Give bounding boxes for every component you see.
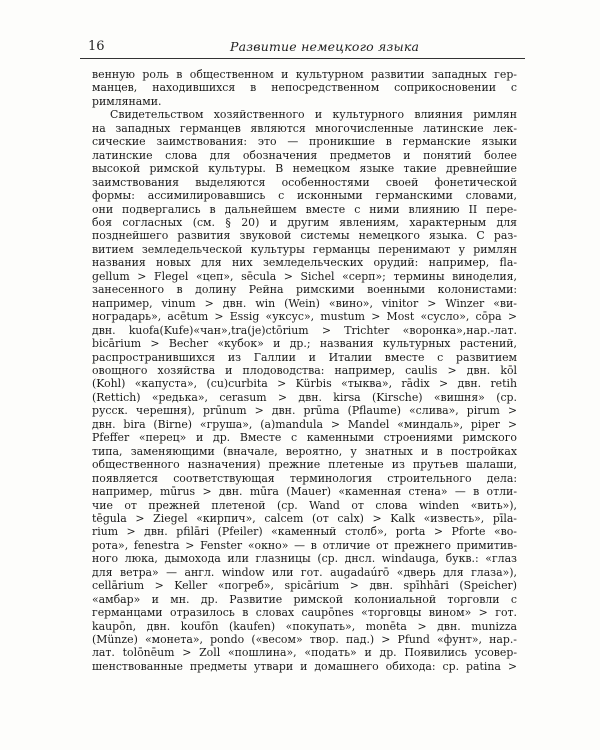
text-line: германцами отразилось в словах caupōnes «торговцы вином» > гот. bbox=[92, 606, 517, 620]
text-line: на западных германцев являются многочисленные латинские лек- bbox=[92, 121, 517, 135]
text-line: kaupōn, двн. koufōn (kaufen) «покупать», monēta > двн. munizza bbox=[92, 619, 517, 633]
text-line: формы: ассимилировавшись с исконными германскими словами, bbox=[92, 189, 517, 203]
text-line: венную роль в общественном и культурном развитии западных гер- bbox=[92, 68, 517, 81]
text-line: лат. tolōnēum > Zoll «пошлина», «подать» и др. Появились усовер- bbox=[92, 646, 517, 660]
text-line: боя согласных (см. § 20) и другим явлениям, характерным для bbox=[92, 215, 517, 229]
text-line: «амбар» и мн. др. Развитие римской колониальной торговли с bbox=[92, 592, 517, 606]
text-line: манцев, находившихся в непосредственном соприкосновении с bbox=[92, 81, 517, 95]
text-line: ного люка, дымохода или глазницы (ср. днсл. windauga, букв.: «глаз bbox=[92, 552, 517, 566]
text-line: шенствованные предметы утвари и домашнего обихода: ср. patina > bbox=[92, 659, 517, 673]
text-line: двн. kuofa(Kufe)«чан»,tra(je)ctōrium > Trichter «воронка»,нар.-лат. bbox=[92, 323, 517, 337]
text-line: позднейшего развития звуковой системы немецкого языка. С раз- bbox=[92, 229, 517, 243]
text-line: рота», fenestra > Fenster «окно» — в отличие от прежнего примитив- bbox=[92, 538, 517, 552]
text-line: появляется соответствующая терминология строительного дела: bbox=[92, 471, 517, 485]
text-line: gellum > Flegel «цеп», sēcula > Sichel «серп»; термины виноделия, bbox=[92, 269, 517, 283]
running-title: Развитие немецкого языка bbox=[230, 39, 420, 54]
text-line: tēgula > Ziegel «кирпич», calcem (от calx) > Kalk «известь», pīla- bbox=[92, 511, 517, 525]
text-line: Pfeffer «перец» и др. Вместе с каменными строениями римского bbox=[92, 431, 517, 445]
text-line: чие от прежней плетеной (ср. Wand от слова winden «вить»), bbox=[92, 498, 517, 512]
text-line: например, vinum > двн. win (Wein) «вино», vinitor > Winzer «ви- bbox=[92, 296, 517, 310]
text-line: римлянами. bbox=[92, 94, 162, 108]
page-number: 16 bbox=[88, 39, 105, 54]
text-line: Свидетельством хозяйственного и культурного влияния римлян bbox=[110, 108, 517, 122]
text-line: витием земледельческой культуры германцы перенимают у римлян bbox=[92, 242, 517, 256]
text-line: сические заимствования: это — проникшие в германские языки bbox=[92, 135, 517, 149]
page-header bbox=[80, 36, 525, 59]
text-line: занесенного в долину Рейна римскими военными колонистами: bbox=[92, 283, 517, 297]
text-line: (Münze) «монета», pondo («весом» твор. пад.) > Pfund «фунт», нар.- bbox=[92, 633, 517, 647]
text-line: они подвергались в дальнейшем вместе с ними влиянию II пере- bbox=[92, 202, 517, 216]
text-line: названия новых для них земледельческих орудий: например, fla- bbox=[92, 256, 517, 270]
text-line: заимствования выделяются особенностями своей фонетической bbox=[92, 175, 517, 189]
text-line: распространившихся из Галлии и Италии вместе с развитием bbox=[92, 350, 517, 364]
text-line: cellārium > Keller «погреб», spicārium > двн. spīhhāri (Speicher) bbox=[92, 579, 517, 593]
text-line: общественного назначения) прежние плетеные из прутьев шалаши, bbox=[92, 458, 517, 472]
text-line: rium > двн. pfilāri (Pfeiler) «каменный столб», porta > Pforte «во- bbox=[92, 525, 517, 539]
text-line: двн. bira (Birne) «груша», (a)mandula > Mandel «миндаль», piper > bbox=[92, 417, 517, 431]
text-line: bicārium > Becher «кубок» и др.; названия культурных растений, bbox=[92, 337, 517, 351]
text-line: латинские слова для обозначения предметов и понятий более bbox=[92, 148, 517, 162]
text-line: высокой римской культуры. В немецком языке такие древнейшие bbox=[92, 162, 517, 176]
text-line: (Kohl) «капуста», (cu)curbita > Kürbis «тыква», rādix > двн. retih bbox=[92, 377, 517, 391]
body-text bbox=[92, 68, 517, 673]
paragraph bbox=[92, 108, 517, 673]
text-line: например, mūrus > двн. mūra (Mauer) «каменная стена» — в отли- bbox=[92, 485, 517, 499]
text-line: ноградарь», acētum > Essig «уксус», mustum > Most «сусло», cōpa > bbox=[92, 310, 517, 324]
text-line: типа, заменяющими (вначале, вероятно, у знатных и в постройках bbox=[92, 444, 517, 458]
text-line: овощного хозяйства и плодоводства: например, caulis > двн. kōl bbox=[92, 363, 517, 377]
paragraph bbox=[92, 68, 517, 108]
text-line: для ветра» — англ. window или гот. augadaúrō «дверь для глаза»), bbox=[92, 565, 517, 579]
text-line: (Rettich) «редька», cerasum > двн. kirsa (Kirsche) «вишня» (ср. bbox=[92, 390, 517, 404]
text-line: русск. черешня), prūnum > двн. prūma (Pflaume) «слива», pirum > bbox=[92, 404, 517, 418]
